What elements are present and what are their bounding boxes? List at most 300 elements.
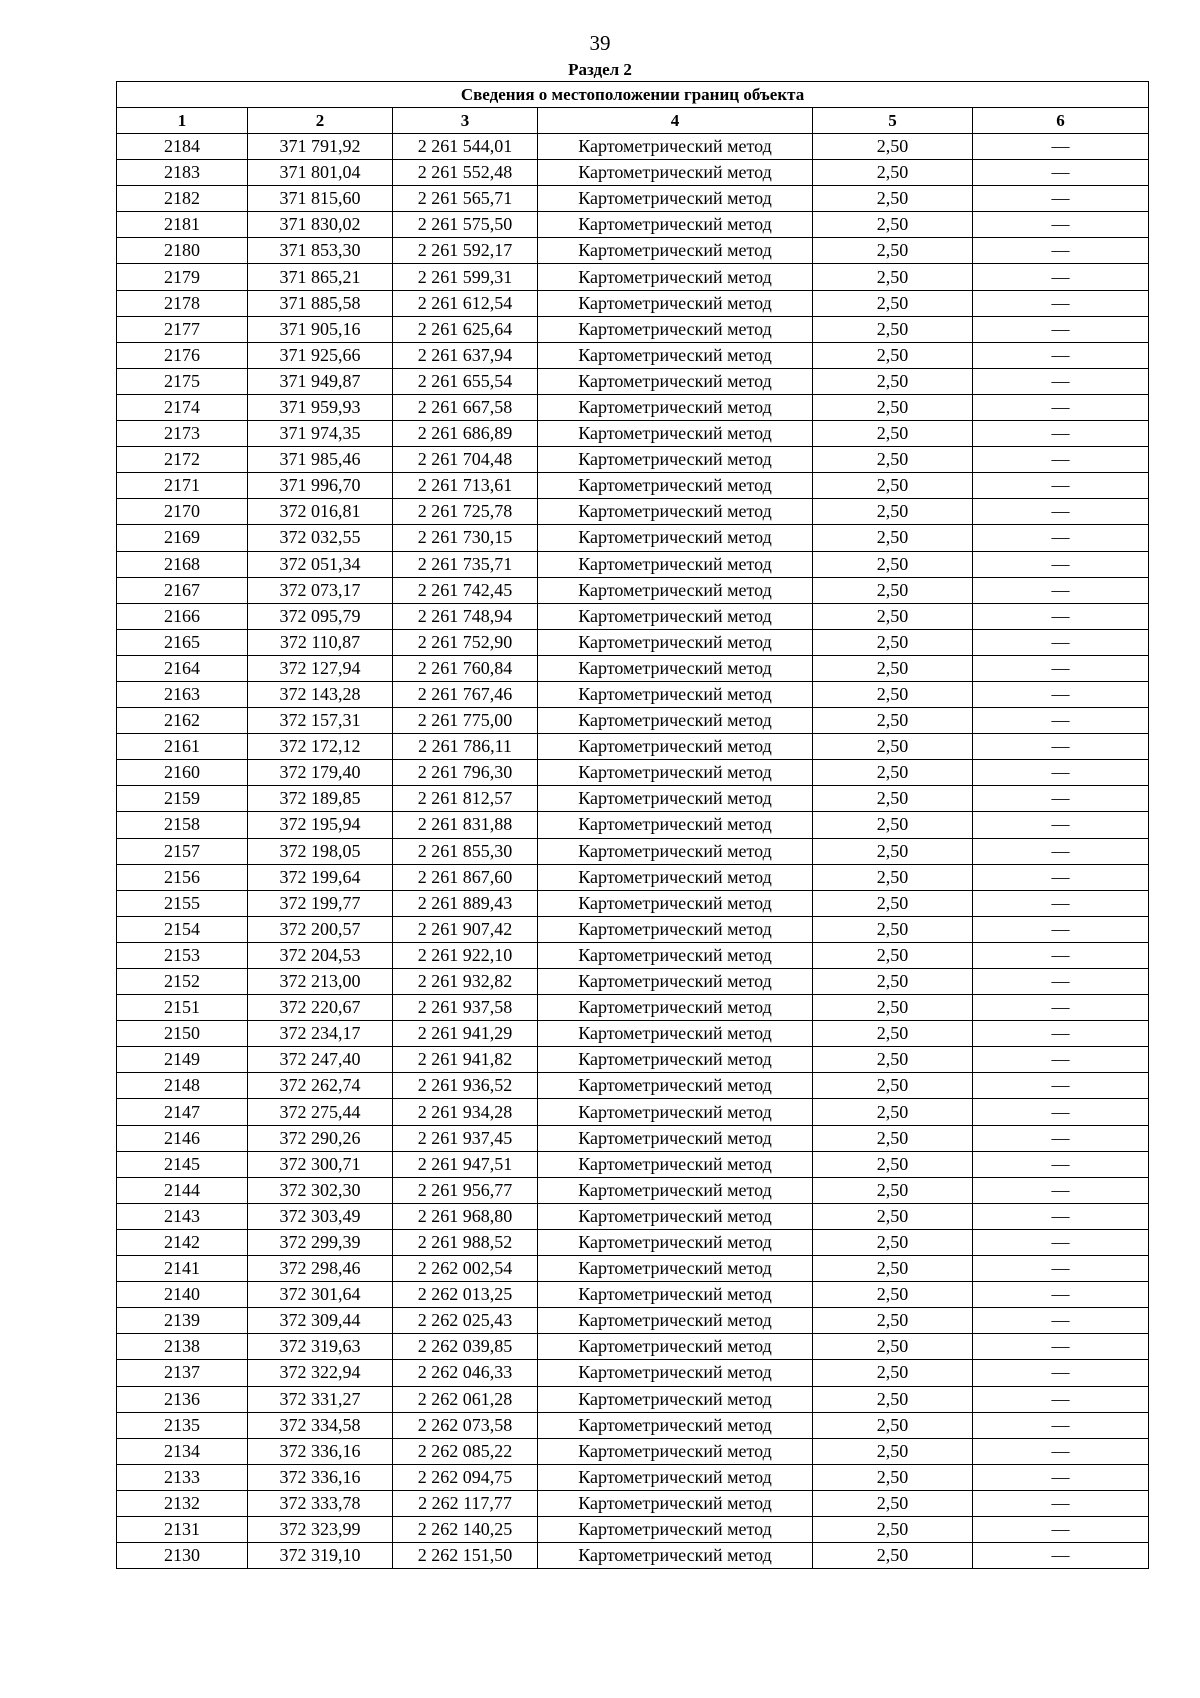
table-row [117,1490,1149,1516]
x-coordinate-cell: 372 199,77 [248,890,393,916]
table-row [117,499,1149,525]
y-coordinate-cell: 2 261 752,90 [393,629,538,655]
description-cell: — [973,238,1149,264]
table-row [117,603,1149,629]
table-row [117,760,1149,786]
y-coordinate-cell: 2 262 151,50 [393,1543,538,1569]
accuracy-cell: 2,50 [813,812,973,838]
point-number-cell: 2143 [117,1203,248,1229]
x-coordinate-cell: 372 323,99 [248,1516,393,1542]
x-coordinate-cell: 372 334,58 [248,1412,393,1438]
point-number-cell: 2165 [117,629,248,655]
method-cell: Картометрический метод [538,134,813,160]
x-coordinate-cell: 372 198,05 [248,838,393,864]
accuracy-cell: 2,50 [813,577,973,603]
y-coordinate-cell: 2 261 831,88 [393,812,538,838]
method-cell: Картометрический метод [538,421,813,447]
method-cell: Картометрический метод [538,1229,813,1255]
y-coordinate-cell: 2 261 941,29 [393,1021,538,1047]
x-coordinate-cell: 372 200,57 [248,916,393,942]
description-cell: — [973,1099,1149,1125]
accuracy-cell: 2,50 [813,864,973,890]
table-row [117,1099,1149,1125]
description-cell: — [973,1386,1149,1412]
point-number-cell: 2181 [117,212,248,238]
method-cell: Картометрический метод [538,812,813,838]
table-row [117,1282,1149,1308]
accuracy-cell: 2,50 [813,186,973,212]
x-coordinate-cell: 372 179,40 [248,760,393,786]
description-cell: — [973,1334,1149,1360]
accuracy-cell: 2,50 [813,134,973,160]
description-cell: — [973,890,1149,916]
description-cell: — [973,812,1149,838]
method-cell: Картометрический метод [538,969,813,995]
x-coordinate-cell: 372 299,39 [248,1229,393,1255]
point-number-cell: 2146 [117,1125,248,1151]
y-coordinate-cell: 2 261 932,82 [393,969,538,995]
description-cell: — [973,1151,1149,1177]
description-cell: — [973,1256,1149,1282]
method-cell: Картометрический метод [538,1099,813,1125]
table-row [117,1360,1149,1386]
accuracy-cell: 2,50 [813,473,973,499]
description-cell: — [973,499,1149,525]
section-title: Раздел 2 [568,60,632,79]
description-cell: — [973,1282,1149,1308]
description-cell: — [973,160,1149,186]
table-row [117,1256,1149,1282]
description-cell: — [973,1177,1149,1203]
y-coordinate-cell: 2 261 937,45 [393,1125,538,1151]
table-row [117,1334,1149,1360]
table-row [117,916,1149,942]
point-number-cell: 2176 [117,342,248,368]
x-coordinate-cell: 372 234,17 [248,1021,393,1047]
point-number-cell: 2145 [117,1151,248,1177]
method-cell: Картометрический метод [538,916,813,942]
table-row [117,942,1149,968]
accuracy-cell: 2,50 [813,1021,973,1047]
description-cell: — [973,290,1149,316]
table-row [117,134,1149,160]
accuracy-cell: 2,50 [813,551,973,577]
column-number: 2 [248,108,393,134]
x-coordinate-cell: 372 016,81 [248,499,393,525]
x-coordinate-cell: 371 815,60 [248,186,393,212]
x-coordinate-cell: 372 127,94 [248,655,393,681]
accuracy-cell: 2,50 [813,1334,973,1360]
method-cell: Картометрический метод [538,160,813,186]
point-number-cell: 2137 [117,1360,248,1386]
x-coordinate-cell: 372 309,44 [248,1308,393,1334]
point-number-cell: 2182 [117,186,248,212]
point-number-cell: 2173 [117,421,248,447]
accuracy-cell: 2,50 [813,1490,973,1516]
x-coordinate-cell: 371 865,21 [248,264,393,290]
table-row [117,1386,1149,1412]
table-row [117,812,1149,838]
point-number-cell: 2134 [117,1438,248,1464]
point-number-cell: 2150 [117,1021,248,1047]
y-coordinate-cell: 2 261 956,77 [393,1177,538,1203]
point-number-cell: 2140 [117,1282,248,1308]
point-number-cell: 2168 [117,551,248,577]
accuracy-cell: 2,50 [813,1047,973,1073]
method-cell: Картометрический метод [538,1412,813,1438]
description-cell: — [973,1412,1149,1438]
description-cell: — [973,1073,1149,1099]
table-row [117,473,1149,499]
table-row [117,316,1149,342]
description-cell: — [973,1203,1149,1229]
y-coordinate-cell: 2 261 889,43 [393,890,538,916]
y-coordinate-cell: 2 261 775,00 [393,708,538,734]
method-cell: Картометрический метод [538,681,813,707]
point-number-cell: 2159 [117,786,248,812]
y-coordinate-cell: 2 261 667,58 [393,394,538,420]
accuracy-cell: 2,50 [813,1360,973,1386]
method-cell: Картометрический метод [538,394,813,420]
description-cell: — [973,708,1149,734]
y-coordinate-cell: 2 262 025,43 [393,1308,538,1334]
accuracy-cell: 2,50 [813,238,973,264]
y-coordinate-cell: 2 261 544,01 [393,134,538,160]
table-row [117,629,1149,655]
point-number-cell: 2133 [117,1464,248,1490]
method-cell: Картометрический метод [538,447,813,473]
table-row [117,421,1149,447]
page-number: 39 [589,31,611,55]
table-row [117,1073,1149,1099]
point-number-cell: 2166 [117,603,248,629]
table-row [117,786,1149,812]
method-cell: Картометрический метод [538,864,813,890]
column-number: 6 [973,108,1149,134]
point-number-cell: 2153 [117,942,248,968]
y-coordinate-cell: 2 261 812,57 [393,786,538,812]
accuracy-cell: 2,50 [813,394,973,420]
point-number-cell: 2177 [117,316,248,342]
x-coordinate-cell: 371 905,16 [248,316,393,342]
method-cell: Картометрический метод [538,1386,813,1412]
x-coordinate-cell: 372 032,55 [248,525,393,551]
point-number-cell: 2162 [117,708,248,734]
y-coordinate-cell: 2 261 786,11 [393,734,538,760]
point-number-cell: 2139 [117,1308,248,1334]
y-coordinate-cell: 2 261 592,17 [393,238,538,264]
point-number-cell: 2132 [117,1490,248,1516]
y-coordinate-cell: 2 261 599,31 [393,264,538,290]
x-coordinate-cell: 371 985,46 [248,447,393,473]
method-cell: Картометрический метод [538,1464,813,1490]
table-row [117,1021,1149,1047]
point-number-cell: 2148 [117,1073,248,1099]
description-cell: — [973,368,1149,394]
point-number-cell: 2175 [117,368,248,394]
point-number-cell: 2161 [117,734,248,760]
method-cell: Картометрический метод [538,499,813,525]
point-number-cell: 2180 [117,238,248,264]
table-row [117,864,1149,890]
accuracy-cell: 2,50 [813,447,973,473]
description-cell: — [973,734,1149,760]
point-number-cell: 2147 [117,1099,248,1125]
y-coordinate-cell: 2 261 855,30 [393,838,538,864]
description-cell: — [973,212,1149,238]
x-coordinate-cell: 372 300,71 [248,1151,393,1177]
y-coordinate-cell: 2 262 140,25 [393,1516,538,1542]
accuracy-cell: 2,50 [813,1151,973,1177]
x-coordinate-cell: 372 290,26 [248,1125,393,1151]
y-coordinate-cell: 2 261 934,28 [393,1099,538,1125]
point-number-cell: 2136 [117,1386,248,1412]
y-coordinate-cell: 2 261 625,64 [393,316,538,342]
method-cell: Картометрический метод [538,1073,813,1099]
accuracy-cell: 2,50 [813,290,973,316]
y-coordinate-cell: 2 261 867,60 [393,864,538,890]
y-coordinate-cell: 2 262 039,85 [393,1334,538,1360]
method-cell: Картометрический метод [538,1282,813,1308]
method-cell: Картометрический метод [538,1438,813,1464]
x-coordinate-cell: 371 830,02 [248,212,393,238]
accuracy-cell: 2,50 [813,212,973,238]
y-coordinate-cell: 2 261 742,45 [393,577,538,603]
method-cell: Картометрический метод [538,1516,813,1542]
method-cell: Картометрический метод [538,708,813,734]
description-cell: — [973,186,1149,212]
accuracy-cell: 2,50 [813,368,973,394]
description-cell: — [973,838,1149,864]
x-coordinate-cell: 372 051,34 [248,551,393,577]
method-cell: Картометрический метод [538,238,813,264]
y-coordinate-cell: 2 262 046,33 [393,1360,538,1386]
y-coordinate-cell: 2 261 686,89 [393,421,538,447]
accuracy-cell: 2,50 [813,1203,973,1229]
method-cell: Картометрический метод [538,1125,813,1151]
x-coordinate-cell: 372 298,46 [248,1256,393,1282]
table-row [117,1203,1149,1229]
method-cell: Картометрический метод [538,655,813,681]
y-coordinate-cell: 2 261 922,10 [393,942,538,968]
point-number-cell: 2157 [117,838,248,864]
y-coordinate-cell: 2 261 767,46 [393,681,538,707]
table-row [117,1464,1149,1490]
point-number-cell: 2171 [117,473,248,499]
table-row [117,1177,1149,1203]
table-row [117,969,1149,995]
description-cell: — [973,760,1149,786]
method-cell: Картометрический метод [538,1334,813,1360]
point-number-cell: 2149 [117,1047,248,1073]
x-coordinate-cell: 372 303,49 [248,1203,393,1229]
method-cell: Картометрический метод [538,1256,813,1282]
point-number-cell: 2160 [117,760,248,786]
point-number-cell: 2151 [117,995,248,1021]
accuracy-cell: 2,50 [813,916,973,942]
description-cell: — [973,1438,1149,1464]
description-cell: — [973,316,1149,342]
x-coordinate-cell: 371 885,58 [248,290,393,316]
point-number-cell: 2167 [117,577,248,603]
y-coordinate-cell: 2 261 637,94 [393,342,538,368]
table-row [117,238,1149,264]
description-cell: — [973,447,1149,473]
accuracy-cell: 2,50 [813,1516,973,1542]
y-coordinate-cell: 2 261 748,94 [393,603,538,629]
column-number-row [117,108,1149,134]
description-cell: — [973,681,1149,707]
description-cell: — [973,1229,1149,1255]
description-cell: — [973,786,1149,812]
table-row [117,394,1149,420]
table-row [117,681,1149,707]
point-number-cell: 2174 [117,394,248,420]
x-coordinate-cell: 372 322,94 [248,1360,393,1386]
table-row [117,1412,1149,1438]
x-coordinate-cell: 372 319,63 [248,1334,393,1360]
point-number-cell: 2154 [117,916,248,942]
x-coordinate-cell: 372 157,31 [248,708,393,734]
point-number-cell: 2184 [117,134,248,160]
table-row [117,890,1149,916]
x-coordinate-cell: 372 213,00 [248,969,393,995]
method-cell: Картометрический метод [538,551,813,577]
accuracy-cell: 2,50 [813,316,973,342]
accuracy-cell: 2,50 [813,499,973,525]
x-coordinate-cell: 372 172,12 [248,734,393,760]
table-body [117,134,1149,1569]
column-number: 5 [813,108,973,134]
y-coordinate-cell: 2 261 796,30 [393,760,538,786]
x-coordinate-cell: 372 095,79 [248,603,393,629]
description-cell: — [973,1047,1149,1073]
method-cell: Картометрический метод [538,1360,813,1386]
point-number-cell: 2178 [117,290,248,316]
point-number-cell: 2172 [117,447,248,473]
y-coordinate-cell: 2 261 565,71 [393,186,538,212]
point-number-cell: 2158 [117,812,248,838]
column-number: 3 [393,108,538,134]
table-row [117,655,1149,681]
accuracy-cell: 2,50 [813,1099,973,1125]
method-cell: Картометрический метод [538,942,813,968]
description-cell: — [973,1490,1149,1516]
description-cell: — [973,525,1149,551]
description-cell: — [973,629,1149,655]
y-coordinate-cell: 2 261 937,58 [393,995,538,1021]
x-coordinate-cell: 372 301,64 [248,1282,393,1308]
table-row [117,708,1149,734]
x-coordinate-cell: 372 319,10 [248,1543,393,1569]
accuracy-cell: 2,50 [813,1412,973,1438]
y-coordinate-cell: 2 261 988,52 [393,1229,538,1255]
x-coordinate-cell: 372 331,27 [248,1386,393,1412]
y-coordinate-cell: 2 262 117,77 [393,1490,538,1516]
method-cell: Картометрический метод [538,342,813,368]
method-cell: Картометрический метод [538,1151,813,1177]
accuracy-cell: 2,50 [813,708,973,734]
accuracy-cell: 2,50 [813,1464,973,1490]
accuracy-cell: 2,50 [813,1073,973,1099]
y-coordinate-cell: 2 262 094,75 [393,1464,538,1490]
table-row [117,1308,1149,1334]
accuracy-cell: 2,50 [813,603,973,629]
x-coordinate-cell: 372 195,94 [248,812,393,838]
description-cell: — [973,421,1149,447]
boundary-coordinates-table [116,81,1149,1569]
y-coordinate-cell: 2 261 947,51 [393,1151,538,1177]
description-cell: — [973,342,1149,368]
table-row [117,264,1149,290]
description-cell: — [973,1360,1149,1386]
table-row [117,290,1149,316]
y-coordinate-cell: 2 262 061,28 [393,1386,538,1412]
y-coordinate-cell: 2 261 968,80 [393,1203,538,1229]
method-cell: Картометрический метод [538,1308,813,1334]
y-coordinate-cell: 2 261 941,82 [393,1047,538,1073]
method-cell: Картометрический метод [538,1047,813,1073]
method-cell: Картометрический метод [538,603,813,629]
accuracy-cell: 2,50 [813,838,973,864]
accuracy-cell: 2,50 [813,1308,973,1334]
x-coordinate-cell: 372 262,74 [248,1073,393,1099]
x-coordinate-cell: 372 199,64 [248,864,393,890]
table-row [117,1047,1149,1073]
method-cell: Картометрический метод [538,1177,813,1203]
y-coordinate-cell: 2 262 013,25 [393,1282,538,1308]
x-coordinate-cell: 372 336,16 [248,1464,393,1490]
method-cell: Картометрический метод [538,212,813,238]
table-row [117,1438,1149,1464]
description-cell: — [973,969,1149,995]
table-caption: Сведения о местоположении границ объекта [117,82,1149,108]
x-coordinate-cell: 372 189,85 [248,786,393,812]
accuracy-cell: 2,50 [813,1229,973,1255]
accuracy-cell: 2,50 [813,734,973,760]
accuracy-cell: 2,50 [813,1177,973,1203]
accuracy-cell: 2,50 [813,264,973,290]
accuracy-cell: 2,50 [813,969,973,995]
y-coordinate-cell: 2 261 725,78 [393,499,538,525]
description-cell: — [973,655,1149,681]
description-cell: — [973,916,1149,942]
method-cell: Картометрический метод [538,577,813,603]
point-number-cell: 2155 [117,890,248,916]
x-coordinate-cell: 372 073,17 [248,577,393,603]
method-cell: Картометрический метод [538,734,813,760]
accuracy-cell: 2,50 [813,760,973,786]
method-cell: Картометрический метод [538,838,813,864]
x-coordinate-cell: 371 925,66 [248,342,393,368]
x-coordinate-cell: 371 996,70 [248,473,393,499]
table-row [117,342,1149,368]
point-number-cell: 2183 [117,160,248,186]
description-cell: — [973,1543,1149,1569]
method-cell: Картометрический метод [538,264,813,290]
point-number-cell: 2179 [117,264,248,290]
table-row [117,1516,1149,1542]
y-coordinate-cell: 2 261 730,15 [393,525,538,551]
point-number-cell: 2169 [117,525,248,551]
x-coordinate-cell: 372 336,16 [248,1438,393,1464]
description-cell: — [973,1516,1149,1542]
description-cell: — [973,1125,1149,1151]
accuracy-cell: 2,50 [813,1282,973,1308]
method-cell: Картометрический метод [538,629,813,655]
accuracy-cell: 2,50 [813,942,973,968]
point-number-cell: 2144 [117,1177,248,1203]
